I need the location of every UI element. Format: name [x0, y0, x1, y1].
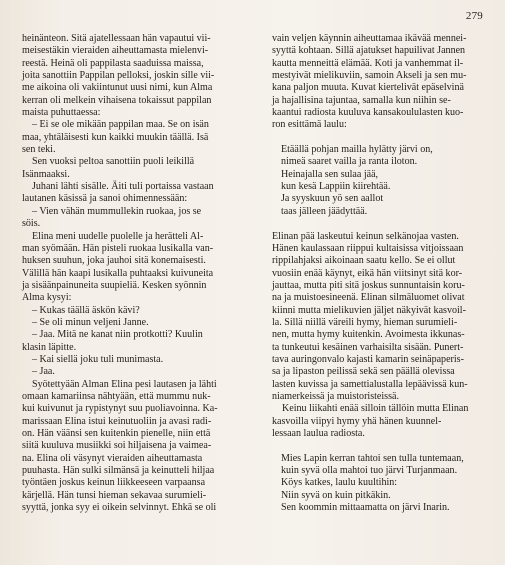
text-line: Sen vuoksi peltoa sanottiin puoli leikillä [32, 156, 195, 168]
text-line: jauttaa, mutta piti sitä joskus sunnuntaisin koru- [272, 279, 465, 291]
text-line: maa, yhtäläisesti kun kaikki muukin täällä. Isä [22, 131, 209, 143]
text-line: Välillä hän kaapi lusikalla puhtaaksi kuivuneita [22, 267, 214, 279]
text-line: ron esittämä laulu: [272, 119, 347, 131]
text-line: – Ei se ole mikään pappilan maa. Se on isän [32, 119, 209, 131]
verse-line: Etäällä pohjan mailla hylätty järvi on, [281, 144, 433, 156]
text-line: reestä. Heinä oli pappilasta saaduissa maissa, [22, 57, 204, 69]
page-number: 279 [465, 10, 483, 22]
text-line: marissaan Elina istui keinutuoliin ja avasi radi- [22, 415, 212, 427]
text-line: kui kuivunut ja rypistynyt suu puoliavoinna. Ka- [22, 403, 218, 415]
verse-line: kuin syvä olla mahtoi tuo järvi Turjanmaan. [281, 465, 458, 477]
text-line: kerran oli melkein vihaisena tokaissut pappilan [22, 94, 212, 106]
text-line: me aikoina oli vakiintunut uusi nimi, kun Alma [22, 82, 213, 94]
left-column [22, 33, 254, 514]
text-line: Juhani lähti sisälle. Äiti tuli portaissa vastaan [32, 181, 214, 193]
verse-line: kun kesä Lappiin kiirehtää. [281, 181, 391, 193]
text-line: Alma kysyi: [22, 292, 72, 304]
text-line: on. Hän väänsi sen kuitenkin pienelle, niin että [22, 428, 211, 439]
verse-line: Niin syvä on kuin pitkäkin. [281, 489, 391, 501]
text-line: kiinni mutta mielikuvien jäljet näkyivät kasvoil- [272, 304, 466, 316]
text-line: työntäen joskus keinun liikkeeseen varpaansa [22, 477, 206, 489]
text-line: – Kai siellä joku tuli munimasta. [32, 353, 164, 365]
text-line: kasvoilla viipyi hymy yhä hänen kuunnel- [272, 415, 442, 427]
text-line: tava auringonvalo kajasti kamarin seinäpaperis- [272, 353, 464, 365]
stanza-spacer [272, 218, 494, 230]
text-line: kautta menneittä elämää. Koti ja vanhemmat il- [272, 57, 464, 69]
text-line: la. Sillä niillä väreili hymy, hieman surumieli- [272, 316, 458, 328]
verse-line: Ja syyskuun yö sen aallot [281, 193, 384, 205]
text-line: – Jaa. [32, 366, 55, 378]
right-column [272, 33, 494, 514]
text-line: lessaan laulua radiosta. [272, 428, 365, 439]
text-line: syyttä, jonka syy ei oikein selvinnyt. Ehkä se oli [22, 502, 217, 514]
text-line: Elina meni uudelle puolelle ja herätteli Al- [32, 230, 204, 242]
text-line: – Jaa. Mitä ne kanat niin protkotti? Kuulin [32, 329, 203, 341]
text-line: lautanen käsissä ja sanoi ohimennessään: [22, 193, 188, 205]
text-line: man syömään. Hän pisteli ruokaa lusikalla van- [22, 242, 214, 254]
text-line: söis. [22, 218, 41, 230]
text-line: kana paljon muuta. Kuvat kiertelivät epäselvinä [272, 82, 464, 94]
verse-line: taas jälleen jäädyttää. [281, 205, 368, 217]
text-line: vuosiin enää käynyt, eikä hän viitsinyt sitä kor- [272, 267, 463, 279]
text-line: syyttä kohtaan. Sillä ajatukset hapuilivat Jannen [272, 45, 466, 57]
text-line: meisestäkin vieraiden aiheuttamasta mielenvi- [22, 45, 209, 57]
text-line: heinänteon. Sitä ajatellessaan hän vapautui vii- [22, 33, 211, 44]
text-line: sa ja lipaston peilissä sekä sen päällä olevissa [272, 366, 455, 378]
text-line: Hänen kaulassaan riippui kultaisissa vitjoissaan [272, 242, 464, 254]
text-line: kaantui radiosta kuuluva kansakoululasten kuo- [272, 107, 464, 119]
text-line: – Se oli minun veljeni Janne. [32, 316, 149, 328]
text-line: nen, mutta hymy kuitenkin. Avoimesta ikkunas- [272, 329, 465, 341]
text-line: ja sisäänpainuneita suupieliä. Kesken syönnin [22, 279, 207, 291]
text-line: Keinu liikahti enää silloin tällöin mutta Elinan [282, 403, 469, 415]
verse-line: Köys katkes, laulu kuultihin: [281, 477, 398, 489]
text-line: ja hajallisina tajuntaa, samalla kun niihin se- [272, 94, 451, 106]
text-line: huksen suuhun, joka jauhoi sitä konemaisesti. [22, 255, 206, 267]
verse-line: nimeä saaret vailla ja ranta iloton. [281, 156, 418, 168]
text-line: Elinan pää laskeutui keinun selkänojaa vasten. [272, 230, 459, 242]
text-line: na ja muistoesineenä. Elinan silmäluomet olivat [272, 292, 465, 304]
text-line: siitä kuuluva musiikki soi hiljaisena ja vaimea- [22, 440, 212, 452]
verse-line: Mies Lapin kerran tahtoi sen tulla tuntemaan, [281, 452, 464, 464]
text-line: na. Elina oli väsynyt vieraiden aiheuttamasta [22, 452, 203, 464]
stanza-spacer [272, 440, 494, 452]
stanza-spacer [272, 132, 494, 144]
text-line: – Kukas täällä äskön kävi? [32, 304, 140, 316]
text-line: kärjellä. Hän tunsi hieman sekavaa surumieli- [22, 489, 207, 501]
text-line: ta tunkeutui kesäinen varhaisilta sisään. Punert- [272, 341, 464, 353]
text-line: niamerkeissä ja muistoristeissä. [272, 390, 399, 402]
text-line: – Vien vähän mummullekin ruokaa, jos se [32, 205, 202, 217]
text-line: klasin läpitte. [22, 341, 77, 353]
text-line: joita sanottiin Pappilan pelloksi, joskin sille vii- [22, 70, 215, 82]
text-line: rippilahjaksi aikoinaan saatu kello. Se ei ollut [272, 255, 456, 267]
text-line: vain veljen käynnin aiheuttamaa ikävää mennei- [272, 33, 467, 44]
text-line: lasten kuvissa ja samettialustalla lepäävissä kun- [272, 378, 468, 390]
text-line: maista puhuttaessa: [22, 107, 101, 119]
text-line: sen teki. [22, 144, 56, 156]
text-line: Isänmaaksi. [22, 168, 70, 180]
verse-line: Heinajalla sen sulaa jää, [281, 168, 379, 180]
text-line: omaan kamariinsa nähtyään, että mummu nuk- [22, 390, 211, 402]
text-line: mestyivät mielikuviin, samoin Akseli ja sen mu- [272, 70, 467, 82]
text-line: puuhasta. Hän sulki silmänsä ja keinutteli hiljaa [22, 465, 215, 477]
text-line: Syötettyään Alman Elina pesi lautasen ja lähti [32, 378, 217, 390]
verse-line: Sen koommin mittaamatta on järvi Inarin. [281, 502, 450, 514]
